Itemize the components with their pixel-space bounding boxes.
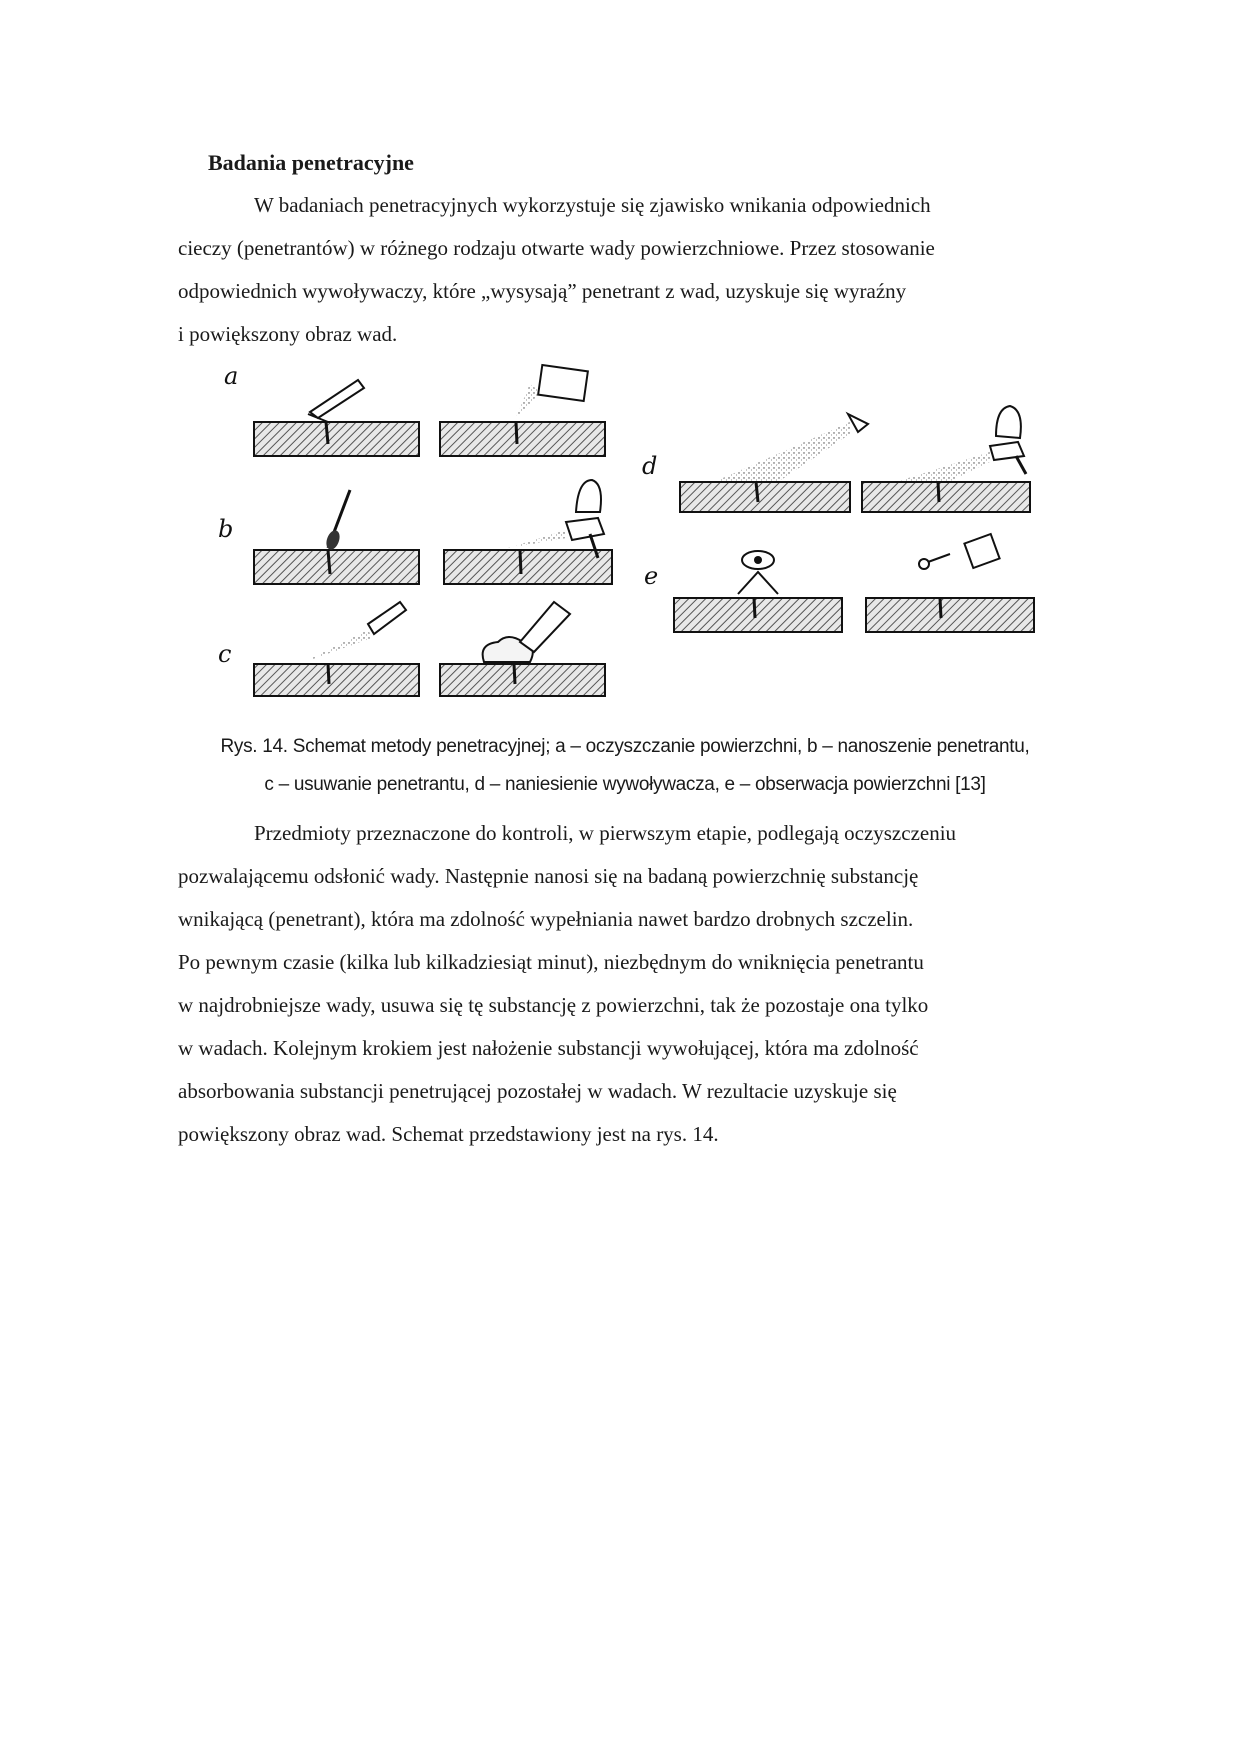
figure-label-c: c (218, 640, 232, 668)
step-d-developer-gun (862, 406, 1030, 512)
text-line: w wadach. Kolejnym krokiem jest nałożenie substancji wywołującej, która ma zdolność (178, 1036, 919, 1060)
text-line: absorbowania substancji penetrującej pozostałej w wadach. W rezultacie uzyskuje się (178, 1079, 897, 1103)
section-heading: Badania penetracyjne (208, 150, 414, 175)
step-a-brushing (254, 380, 419, 456)
step-e-uv-lamp-inspection (866, 534, 1034, 632)
step-b-applying-spray-gun (444, 480, 612, 584)
step-e-visual-inspection (674, 551, 842, 632)
figure-label-e: e (644, 562, 659, 590)
figure-label-b: b (218, 515, 234, 543)
text-line: Po pewnym czasie (kilka lub kilkadziesiąt minut), niezbędnym do wniknięcia penetrantu (178, 950, 924, 974)
penetrant-method-figure (178, 362, 1078, 712)
description-paragraph (178, 812, 1088, 1156)
figure-label-a: a (224, 362, 239, 390)
step-d-developer-lamp (680, 414, 868, 512)
figure-label-d: d (642, 452, 658, 480)
step-c-wiping-cloth (440, 602, 605, 696)
caption-line: c – usuwanie penetrantu, d – naniesienie wywoływacza, e – obserwacja powierzchni [13] (264, 774, 986, 795)
text-line: w najdrobniejsze wady, usuwa się tę substancję z powierzchni, tak że pozostaje ona tylko (178, 993, 929, 1017)
text-line: cieczy (penetrantów) w różnego rodzaju otwarte wady powierzchniowe. Przez stosowanie (178, 236, 935, 260)
step-b-applying-brush (254, 490, 419, 584)
text-line: i powiększony obraz wad. (178, 322, 398, 346)
figure-caption (150, 728, 1100, 804)
step-c-wiping-spray (254, 602, 419, 696)
text-line: powiększony obraz wad. Schemat przedstawiony jest na rys. 14. (178, 1122, 719, 1146)
text-line: wnikającą (penetrant), która ma zdolność wypełniania nawet bardzo drobnych szczelin. (178, 907, 914, 931)
step-a-spraying (440, 365, 605, 456)
intro-paragraph (178, 184, 1088, 356)
text-line: odpowiednich wywoływaczy, które „wysysają” penetrant z wad, uzyskuje się wyraźny (178, 279, 907, 303)
caption-line: Rys. 14. Schemat metody penetracyjnej; a – oczyszczanie powierzchni, b – nanoszenie penetrantu, (220, 736, 1030, 757)
text-line: pozwalającemu odsłonić wady. Następnie nanosi się na badaną powierzchnię substancję (178, 864, 919, 888)
text-line: Przedmioty przeznaczone do kontroli, w pierwszym etapie, podlegają oczyszczeniu (254, 821, 957, 845)
text-line: W badaniach penetracyjnych wykorzystuje się zjawisko wnikania odpowiednich (254, 193, 931, 217)
